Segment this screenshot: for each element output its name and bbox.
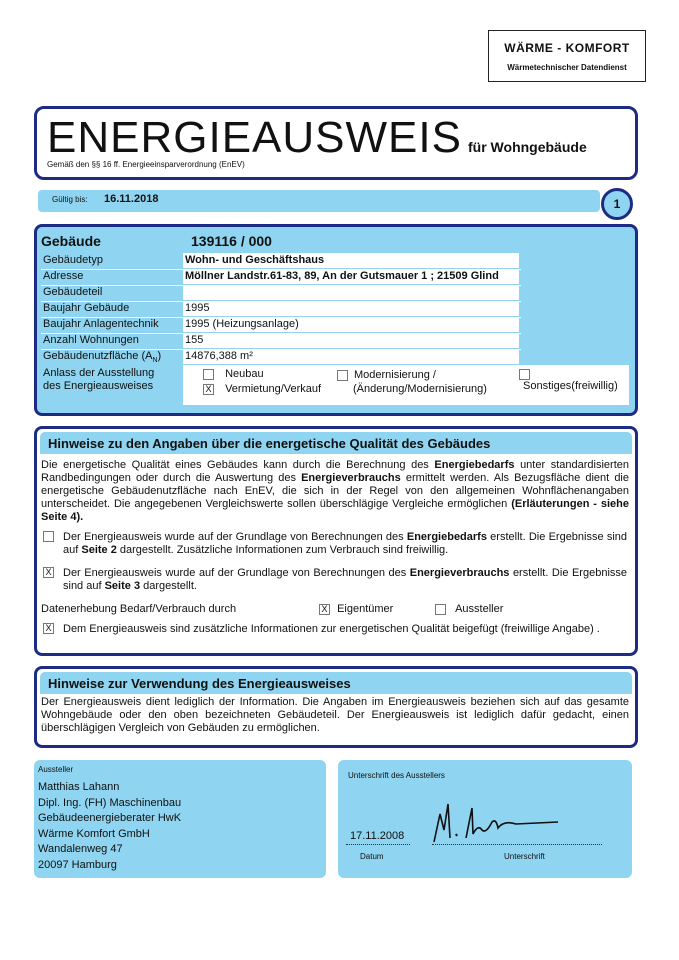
- handwritten-signature: [426, 794, 576, 850]
- company-box: [488, 30, 646, 82]
- neubau-checkbox[interactable]: [203, 369, 214, 380]
- hints-option-bedarf: Der Energieausweis wurde auf der Grundlage von Berechnungen des Energiebedarfs erstellt. Die Ergebnisse sind auf Seite 2 dargestellt. Zusätzliche Informationen zum Verbrauch sind freiwillig.: [63, 531, 627, 556]
- row-gebaeudetyp: Gebäudetyp Wohn- und Geschäftshaus: [41, 253, 521, 270]
- option-vermietung[interactable]: X Vermietung/Verkauf: [203, 383, 321, 395]
- document-title: ENERGIEAUSWEIS: [47, 113, 462, 162]
- document-subtitle: für Wohngebäude: [468, 139, 587, 155]
- verbrauch-checkbox[interactable]: X: [43, 567, 54, 578]
- issuer-address: Matthias Lahann Dipl. Ing. (FH) Maschinenbau Gebäudeenergieberater HwK Wärme Komfort GmbH Wandalenweg 47 20097 Hamburg: [38, 781, 182, 871]
- hints-section: [34, 426, 638, 656]
- building-id: 139116 / 000: [191, 233, 272, 249]
- issuer-label: Aussteller: [38, 765, 74, 774]
- building-section: [34, 224, 638, 416]
- title-box: [34, 106, 638, 180]
- option-neubau[interactable]: Neubau: [203, 368, 264, 380]
- company-subtitle: Wärmetechnischer Datendienst: [507, 63, 627, 72]
- law-reference: Gemäß den §§ 16 ff. Energieeinsparverordnung (EnEV): [47, 160, 245, 169]
- page-number-badge: 1: [601, 188, 633, 220]
- row-nutzflaeche: Gebäudenutzfläche $(A_N)$ 14876,388 m²: [41, 349, 521, 366]
- signature-date: 17.11.2008: [350, 830, 405, 842]
- row-anzahl-wohnungen: Anzahl Wohnungen 155: [41, 333, 521, 350]
- company-name: WÄRME - KOMFORT: [504, 41, 630, 55]
- signature-sign-label: Unterschrift: [504, 852, 545, 861]
- usage-section: [34, 666, 638, 748]
- hints-intro: Die energetische Qualität eines Gebäudes kann durch die Berechnung des Energiebedarfs unter standardisierten Randbedingungen oder durch die Auswertung des Energieverbrauchs ermittelt werden. Als Bezugsfläche dient die energetische Gebäudenutzfläche nach EnEV, die sich in der Regel von den allgemeinen Wohnflächenangaben unterscheidet. Die angegebenen Vergleichswerte sollen überschlägige Vergleiche ermöglichen (Erläuterungen - siehe Seite 4).: [41, 459, 629, 523]
- date-label: Datum: [360, 852, 384, 861]
- valid-until-bar: [38, 190, 600, 212]
- modernisierung-checkbox[interactable]: [337, 370, 348, 381]
- sonstiges-checkbox[interactable]: [519, 369, 530, 380]
- vermietung-checkbox[interactable]: X: [203, 384, 214, 395]
- signature-box: [338, 760, 632, 878]
- option-modernisierung[interactable]: Modernisierung / (Änderung/Modernisierung): [337, 368, 487, 396]
- usage-heading: Hinweise zur Verwendung des Energieausweises: [48, 676, 351, 691]
- issuer-box: [34, 760, 326, 878]
- hints-option-verbrauch: Der Energieausweis wurde auf der Grundlage von Berechnungen des Energieverbrauchs erstellt. Die Ergebnisse sind auf Seite 3 dargestellt.: [63, 567, 628, 592]
- valid-until-label: Gültig bis:: [52, 195, 88, 204]
- option-sonstiges[interactable]: Sonstiges(freiwillig): [519, 368, 631, 392]
- option-owner[interactable]: X Eigentümer: [319, 603, 393, 615]
- issuer-checkbox[interactable]: [435, 604, 446, 615]
- row-adresse: Adresse Möllner Landstr.61-83, 89, An der Gutsmauer 1 ; 21509 Glind: [41, 269, 521, 286]
- row-gebaeudeteil: Gebäudeteil: [41, 285, 521, 302]
- option-issuer[interactable]: Aussteller: [435, 603, 503, 615]
- row-baujahr-gebaeude: Baujahr Gebäude 1995: [41, 301, 521, 318]
- bedarf-checkbox[interactable]: [43, 531, 54, 542]
- hints-heading: Hinweise zu den Angaben über die energetische Qualität des Gebäudes: [48, 436, 491, 451]
- extra-info-text: Dem Energieausweis sind zusätzliche Informationen zur energetischen Qualität beigefügt (freiwillige Angabe) .: [63, 623, 600, 635]
- usage-text: Der Energieausweis dient lediglich der Information. Die Angaben im Energieausweis beziehen sich auf das gesamte Wohngebäude oder den oben bezeichneten Gebäudeteil. Der Energieausweis ist lediglich dafür gedacht, einen überschlägigen Vergleich von Gebäuden zu ermöglichen.: [41, 696, 629, 734]
- row-baujahr-anlagentechnik: Baujahr Anlagentechnik 1995 (Heizungsanlage): [41, 317, 521, 334]
- signature-label: Unterschrift des Ausstellers: [348, 771, 445, 780]
- valid-until-date: 16.11.2018: [104, 193, 159, 205]
- collection-label: Datenerhebung Bedarf/Verbrauch durch: [41, 603, 237, 615]
- owner-checkbox[interactable]: X: [319, 604, 330, 615]
- extra-info-checkbox[interactable]: X: [43, 623, 54, 634]
- reason-label: Anlass der Ausstellung des Energieausweises: [43, 367, 155, 392]
- building-heading: Gebäude: [41, 233, 101, 249]
